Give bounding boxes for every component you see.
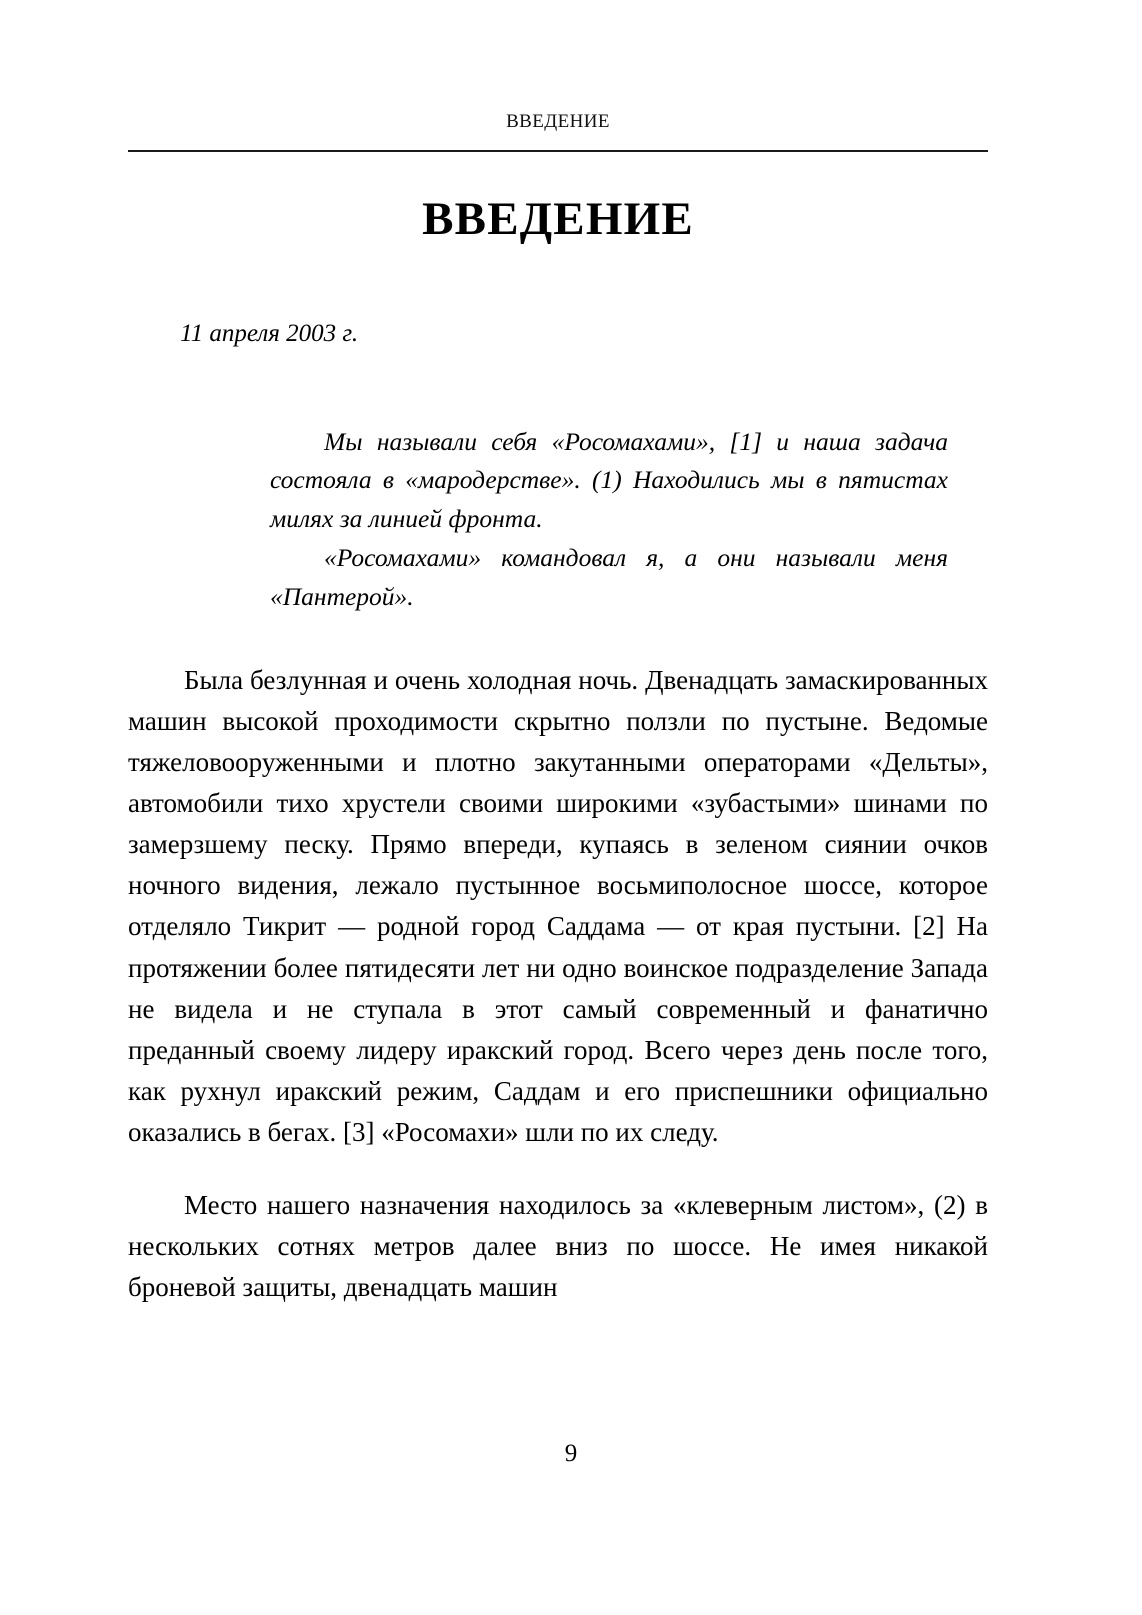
- page-content: [128, 182, 988, 1308]
- date-line: 11 апреля 2003 г.: [180, 320, 359, 348]
- running-header-text: ВВЕДЕНИЕ: [506, 111, 610, 132]
- body-text: [128, 660, 988, 1307]
- running-header: [128, 112, 988, 133]
- epigraph-block: [270, 423, 948, 617]
- body-paragraph: Место нашего назначения находилось за «клеверным листом», (2) в нескольких сотнях метров далее вниз по шоссе. Не имея никакой броневой защиты, двенадцать машин: [128, 1189, 988, 1302]
- page-number: 9: [564, 1440, 578, 1467]
- epigraph-paragraph: Мы называли себя «Росомахами», [1] и наша задача состояла в «мародерстве». (1) Находились мы в пятистах милях за линией фронта.: [270, 426, 948, 534]
- body-paragraph: Была безлунная и очень холодная ночь. Двенадцать замаскированных машин высокой проходимости скрытно ползли по пустыне. Ведомые тяжеловооруженными и плотно закутанными операторами «Дельты», автомобили тихо хрустели своими широкими «зубастыми» шинами по замерзшему песку. Прямо впереди, купаясь в зеленом сиянии очков ночного видения, лежало пустынное восьмиполосное шоссе, которое отделяло Тикрит — родной город Саддама — от края пустыни. [2] На протяжении более пятидесяти лет ни одно воинское подразделение Запада не видела и не ступала в этот самый современный и фанатично преданный своему лидеру иракский город. Всего через день после того, как рухнул иракский режим, Саддам и его приспешники официально оказались в бегах. [3] «Росомахи» шли по их следу.: [128, 665, 988, 1147]
- epigraph-paragraph: «Росомахами» командовал я, а они называли меня «Пантерой».: [270, 542, 948, 611]
- header-rule-divider: [128, 150, 988, 152]
- chapter-title: ВВЕДЕНИЕ: [422, 193, 694, 245]
